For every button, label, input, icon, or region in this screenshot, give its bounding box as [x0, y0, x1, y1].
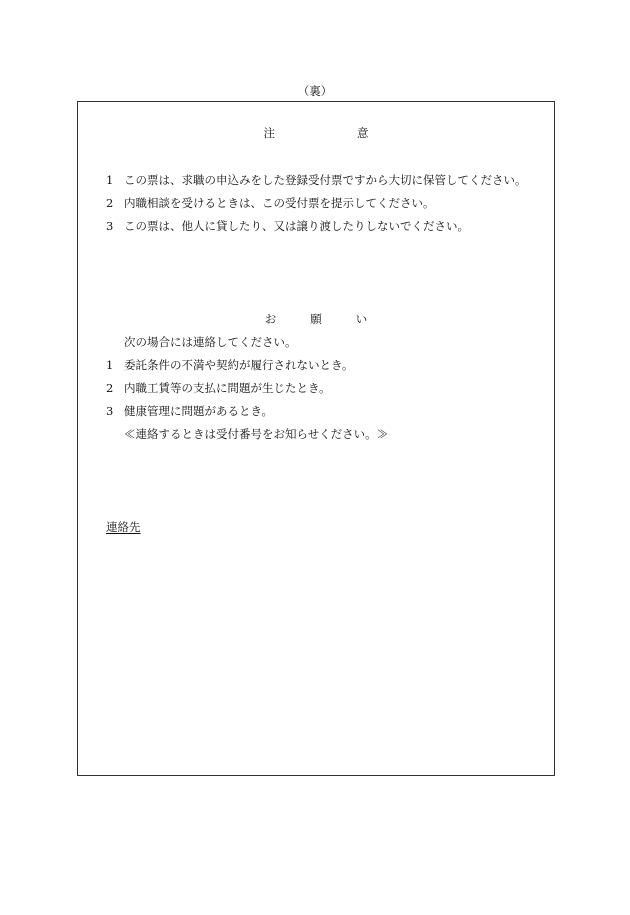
notice-item-text: この票は、求職の申込みをした登録受付票ですから大切に保管してください。: [124, 173, 527, 187]
request-heading-char: い: [355, 312, 368, 326]
request-item-number: 2: [106, 381, 114, 395]
notice-item-text: 内職相談を受けるときは、この受付票を提示してください。: [124, 196, 435, 210]
request-note: ≪連絡するときは受付番号をお知らせください。≫: [124, 427, 389, 441]
request-heading-char: お: [264, 312, 277, 326]
notice-item-text: この票は、他人に貸したり、又は譲り渡したりしないでください。: [124, 219, 469, 233]
request-heading-char: 願: [310, 312, 322, 326]
request-item-text: 委託条件の不満や契約が履行されないとき。: [124, 358, 354, 372]
request-intro: 次の場合には連絡してください。: [124, 335, 297, 349]
request-item-text: 内職工賃等の支払に問題が生じたとき。: [124, 381, 331, 395]
request-heading: [78, 311, 554, 327]
page-side-label: （裏）: [297, 84, 333, 98]
notice-heading-char: 意: [357, 126, 369, 140]
request-item-text: 健康管理に問題があるとき。: [124, 404, 274, 418]
request-item-3: [106, 403, 273, 419]
notice-heading: [78, 125, 554, 141]
notice-item-3: [106, 218, 469, 234]
form-frame: [77, 101, 555, 776]
request-item-2: [106, 380, 331, 396]
request-item-number: 3: [106, 404, 114, 418]
contact-label: 連絡先: [106, 520, 141, 534]
notice-heading-char: 注: [263, 126, 275, 140]
notice-item-number: 1: [106, 173, 114, 187]
notice-item-number: 3: [106, 219, 114, 233]
request-item-number: 1: [106, 358, 114, 372]
notice-item-1: [106, 172, 527, 188]
request-item-1: [106, 357, 354, 373]
notice-item-2: [106, 195, 435, 211]
notice-item-number: 2: [106, 196, 114, 210]
